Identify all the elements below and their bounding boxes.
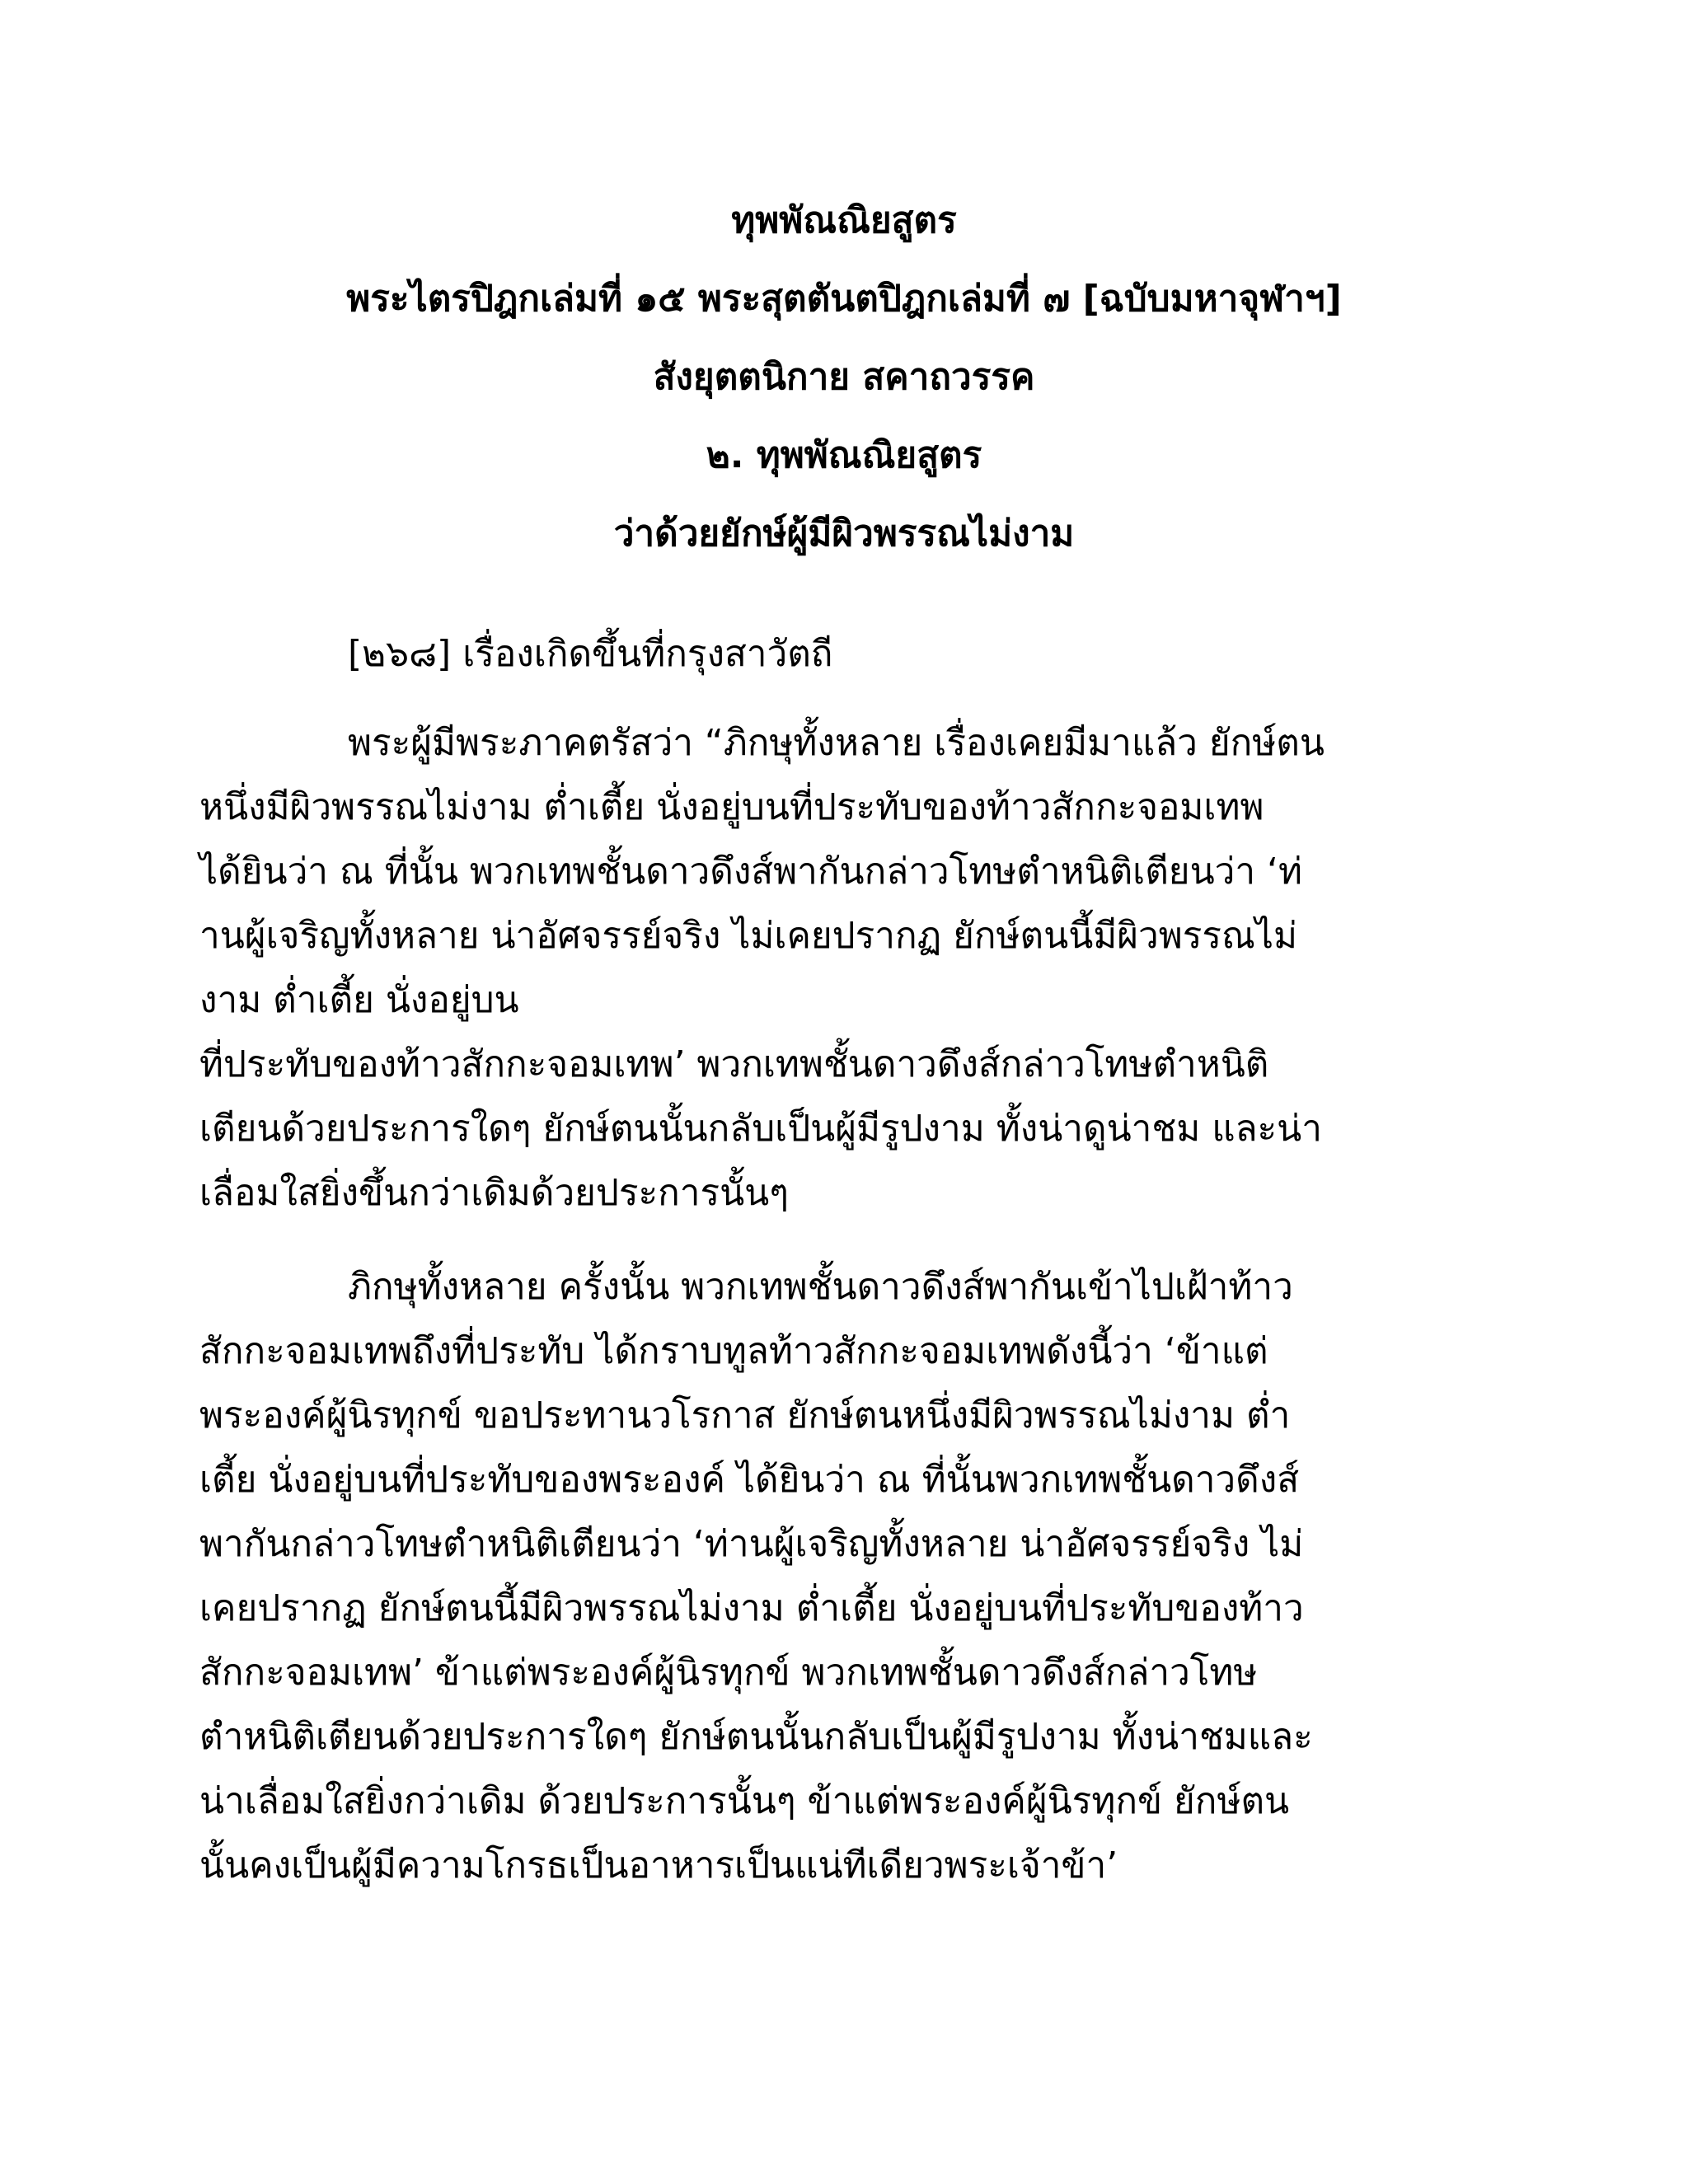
paragraph-4-line: สักกะจอมเทพถึงที่ประทับ ได้กราบทูลท้าวสักกะจอมเทพดังนี้ว่า ‘ข้าแต่: [199, 1330, 1268, 1372]
paragraph-4-line: นั้นคงเป็นผู้มีความโกรธเป็นอาหารเป็นแน่ทีเดียวพระเจ้าข้า’: [199, 1844, 1118, 1886]
sutta-heading: ๒. ทุพพัณณิยสูตร: [706, 434, 982, 476]
collection-heading: สังยุตตนิกาย สคาถวรรค: [653, 356, 1035, 398]
paragraph-2-line: พระผู้มีพระภาคตรัสว่า “ภิกษุทั้งหลาย เรื่องเคยมีมาแล้ว ยักษ์ตน: [348, 722, 1325, 764]
paragraph-4-line: พระองค์ผู้นิรทุกข์ ขอประทานวโรกาส ยักษ์ตนหนึ่งมีผิวพรรณไม่งาม ต่ำ: [199, 1394, 1291, 1436]
paragraph-2: [199, 711, 1485, 1033]
paragraph-3-line: เลื่อมใสยิ่งขึ้นกว่าเดิมด้วยประการนั้นๆ: [199, 1172, 789, 1214]
paragraph-3: [199, 1033, 1485, 1226]
paragraph-4: [199, 1255, 1485, 1898]
document-title: ทุพพัณณิยสูตร: [731, 199, 957, 241]
paragraph-2-line: ได้ยินว่า ณ ที่นั้น พวกเทพชั้นดาวดึงส์พากันกล่าวโทษตำหนิติเตียนว่า ‘ท่: [199, 851, 1303, 893]
paragraph-4-line: พากันกล่าวโทษตำหนิติเตียนว่า ‘ท่านผู้เจริญทั้งหลาย น่าอัศจรรย์จริง ไม่: [199, 1523, 1304, 1565]
paragraph-2-line: านผู้เจริญทั้งหลาย น่าอัศจรรย์จริง ไม่เคยปรากฏ ยักษ์ตนนี้มีผิวพรรณไม่: [199, 915, 1297, 957]
paragraph-3-line: ที่ประทับของท้าวสักกะจอมเทพ’ พวกเทพชั้นดาวดึงส์กล่าวโทษตำหนิติ: [199, 1043, 1269, 1085]
sutta-subtitle: ว่าด้วยยักษ์ผู้มีผิวพรรณไม่งาม: [613, 513, 1075, 555]
paragraph-2-line: งาม ต่ำเตี้ย นั่งอยู่บน: [199, 979, 519, 1021]
paragraph-3-line: เตียนด้วยประการใดๆ ยักษ์ตนนั้นกลับเป็นผู้มีรูปงาม ทั้งน่าดูน่าชม และน่า: [199, 1108, 1322, 1150]
source-reference: พระไตรปิฎกเล่มที่ ๑๕ พระสุตตันตปิฎกเล่มที่ ๗ [ฉบับมหาจุฬาฯ]: [346, 278, 1342, 320]
paragraph-4-line: สักกะจอมเทพ’ ข้าแต่พระองค์ผู้นิรทุกข์ พวกเทพชั้นดาวดึงส์กล่าวโทษ: [199, 1652, 1258, 1694]
paragraph-1: [199, 622, 1485, 687]
paragraph-4-line: เตี้ย นั่งอยู่บนที่ประทับของพระองค์ ได้ยินว่า ณ ที่นั้นพวกเทพชั้นดาวดึงส์: [199, 1459, 1300, 1501]
paragraph-1-line: [๒๖๘] เรื่องเกิดขึ้นที่กรุงสาวัตถี: [348, 633, 833, 675]
paragraph-4-line: ตำหนิติเตียนด้วยประการใดๆ ยักษ์ตนนั้นกลับเป็นผู้มีรูปงาม ทั้งน่าชมและ: [199, 1716, 1313, 1758]
paragraph-2-line: หนึ่งมีผิวพรรณไม่งาม ต่ำเตี้ย นั่งอยู่บนที่ประทับของท้าวสักกะจอมเทพ: [199, 786, 1264, 828]
paragraph-4-line: น่าเลื่อมใสยิ่งกว่าเดิม ด้วยประการนั้นๆ ข้าแต่พระองค์ผู้นิรทุกข์ ยักษ์ตน: [199, 1780, 1290, 1822]
paragraph-4-line: เคยปรากฏ ยักษ์ตนนี้มีผิวพรรณไม่งาม ต่ำเตี้ย นั่งอยู่บนที่ประทับของท้าว: [199, 1587, 1304, 1629]
paragraph-4-line: ภิกษุทั้งหลาย ครั้งนั้น พวกเทพชั้นดาวดึงส์พากันเข้าไปเฝ้าท้าว: [348, 1266, 1293, 1308]
